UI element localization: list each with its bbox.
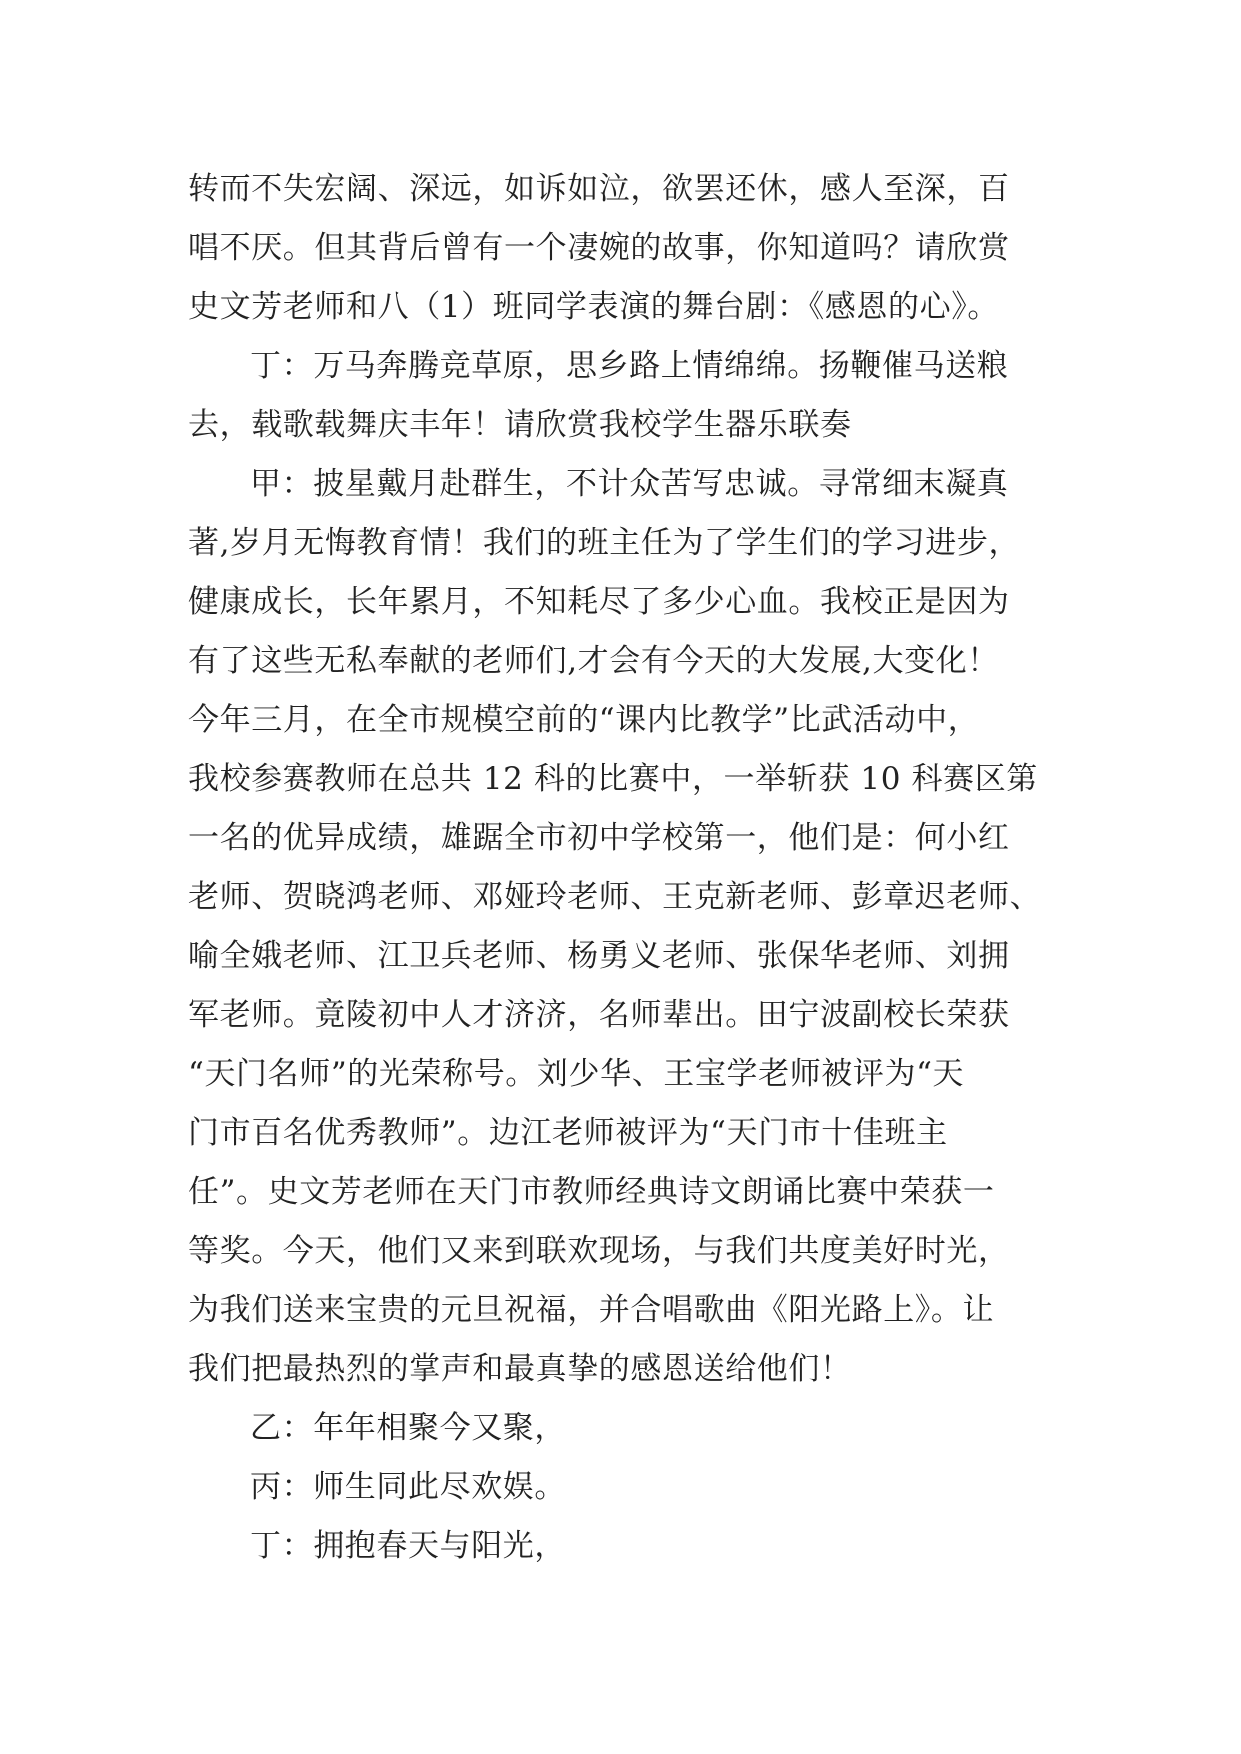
text-line: 丁：拥抱春天与阳光， <box>250 1528 566 1564</box>
text-line: “天门名师”的光荣称号。刘少华、王宝学老师被评为“天 <box>188 1056 965 1092</box>
text-line: 老师、贺晓鸿老师、邓娅玲老师、王克新老师、彭章迟老师、 <box>188 879 1042 915</box>
text-line: 健康成长，长年累月，不知耗尽了多少心血。我校正是因为 <box>188 584 1010 620</box>
text-line: 一名的优异成绩，雄踞全市初中学校第一，他们是：何小红 <box>188 820 1010 856</box>
text-line: 转而不失宏阔、深远，如诉如泣，欲罢还休，感人至深，百 <box>188 171 1010 207</box>
text-line: 我校参赛教师在总共 12 科的比赛中，一举斩获 10 科赛区第 <box>188 761 1038 797</box>
text-line: 有了这些无私奉献的老师们,才会有今天的大发展,大变化！ <box>188 643 999 679</box>
text-line: 等奖。今天，他们又来到联欢现场，与我们共度美好时光， <box>188 1233 1010 1269</box>
text-line: 史文芳老师和八（1）班同学表演的舞台剧：《感恩的心》。 <box>188 289 999 325</box>
text-line: 今年三月，在全市规模空前的“课内比教学”比武活动中， <box>188 702 980 738</box>
text-line: 为我们送来宝贵的元旦祝福，并合唱歌曲《阳光路上》。让 <box>188 1292 995 1328</box>
text-line: 乙：年年相聚今又聚， <box>250 1410 566 1446</box>
text-line: 军老师。竟陵初中人才济济，名师辈出。田宁波副校长荣获 <box>188 997 1010 1033</box>
text-line: 丁：万马奔腾竞草原，思乡路上情绵绵。扬鞭催马送粮 <box>250 348 1009 384</box>
text-line: 唱不厌。但其背后曾有一个凄婉的故事，你知道吗？请欣赏 <box>188 230 1010 266</box>
text-line: 门市百名优秀教师”。边江老师被评为“天门市十佳班主 <box>188 1115 948 1151</box>
document-body <box>188 160 1054 1576</box>
text-line: 我们把最热烈的掌声和最真挚的感恩送给他们！ <box>188 1351 852 1387</box>
text-line: 去，载歌载舞庆丰年！请欣赏我校学生器乐联奏 <box>188 407 852 443</box>
text-line: 丙：师生同此尽欢娱。 <box>250 1469 566 1505</box>
text-line: 著,岁月无悔教育情！我们的班主任为了学生们的学习进步， <box>188 525 1021 561</box>
text-line: 喻全娥老师、江卫兵老师、杨勇义老师、张保华老师、刘拥 <box>188 938 1010 974</box>
text-line: 任”。史文芳老师在天门市教师经典诗文朗诵比赛中荣获一 <box>188 1174 995 1210</box>
text-line: 甲：披星戴月赴群生，不计众苦写忠诚。寻常细末凝真 <box>250 466 1009 502</box>
